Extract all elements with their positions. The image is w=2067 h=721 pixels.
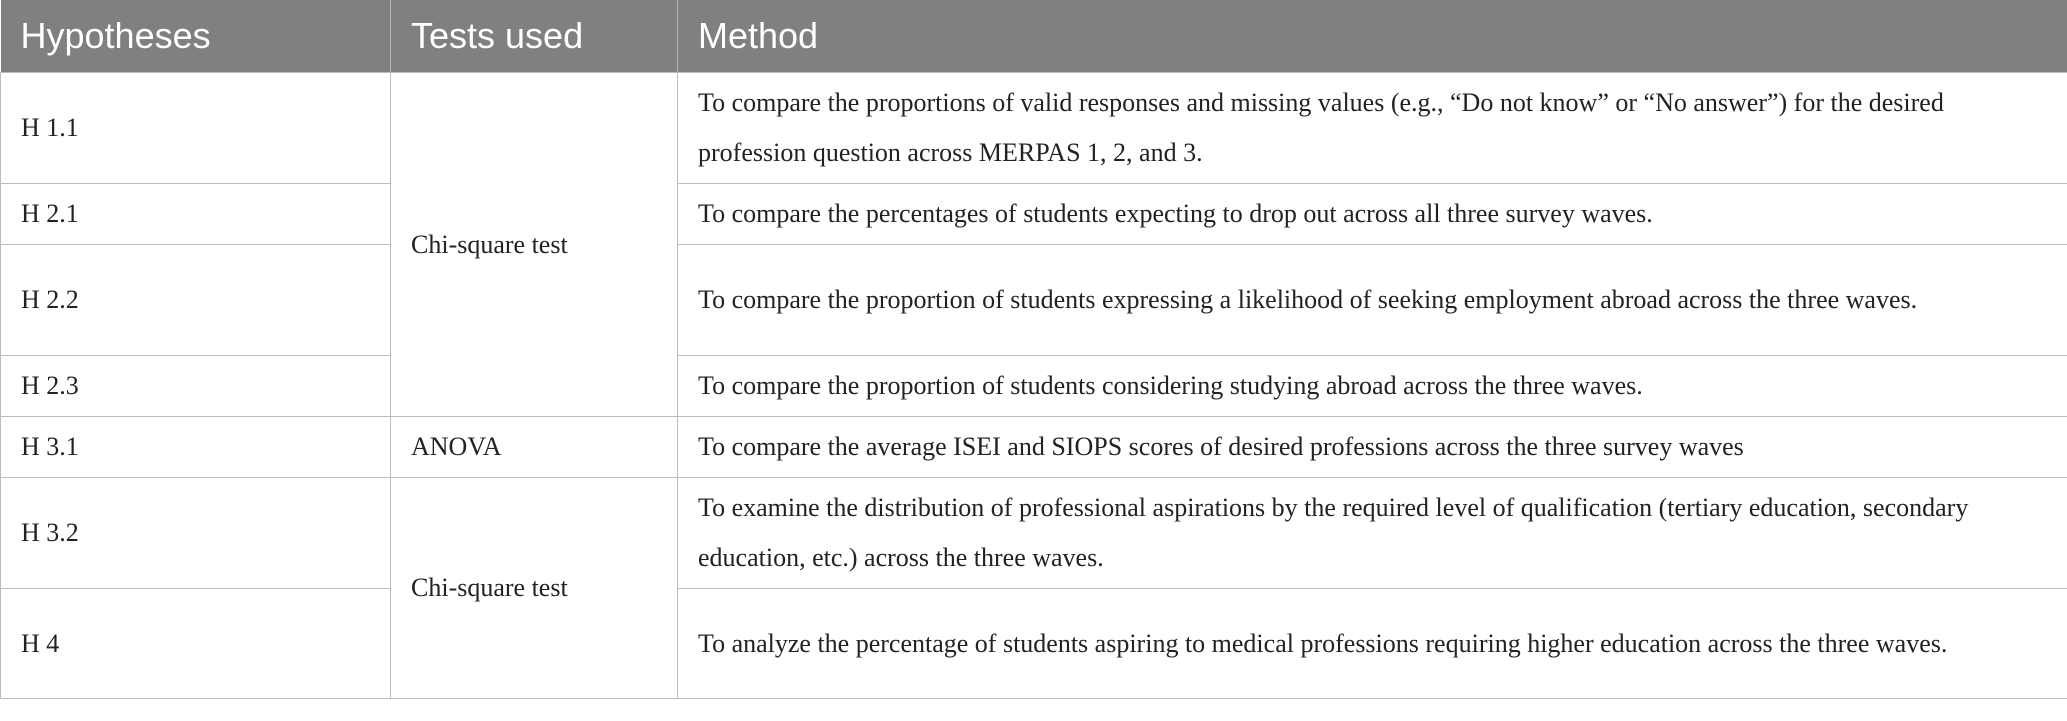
table-row [1,478,2067,589]
method-cell: To compare the proportions of valid responses and missing values (e.g., “Do not know” or “No answer”) for the desired profession question across MERPAS 1, 2, and 3. [678,73,2067,184]
hypothesis-cell: H 1.1 [1,73,391,184]
header-tests-used: Tests used [391,0,678,73]
test-cell: Chi-square test [391,478,678,699]
hypothesis-cell: H 2.2 [1,245,391,356]
hypothesis-cell: H 3.1 [1,417,391,478]
hypothesis-cell: H 2.3 [1,356,391,417]
table-row [1,589,2067,699]
method-cell: To compare the average ISEI and SIOPS scores of desired professions across the three survey waves [678,417,2067,478]
test-cell: ANOVA [391,417,678,478]
hypothesis-cell: H 4 [1,589,391,699]
hypothesis-cell: H 2.1 [1,184,391,245]
hypothesis-cell: H 3.2 [1,478,391,589]
method-cell: To analyze the percentage of students aspiring to medical professions requiring higher education across the three waves. [678,589,2067,699]
method-cell: To examine the distribution of professional aspirations by the required level of qualification (tertiary education, secondary education, etc.) across the three waves. [678,478,2067,589]
table-row [1,245,2067,356]
table-row [1,184,2067,245]
method-cell: To compare the proportion of students considering studying abroad across the three waves. [678,356,2067,417]
header-method: Method [678,0,2067,73]
table-header-row [1,0,2067,73]
table-row [1,356,2067,417]
table-row [1,417,2067,478]
header-hypotheses: Hypotheses [1,0,391,73]
table-row [1,73,2067,184]
method-cell: To compare the proportion of students expressing a likelihood of seeking employment abroad across the three waves. [678,245,2067,356]
method-cell: To compare the percentages of students expecting to drop out across all three survey waves. [678,184,2067,245]
test-cell: Chi-square test [391,73,678,417]
